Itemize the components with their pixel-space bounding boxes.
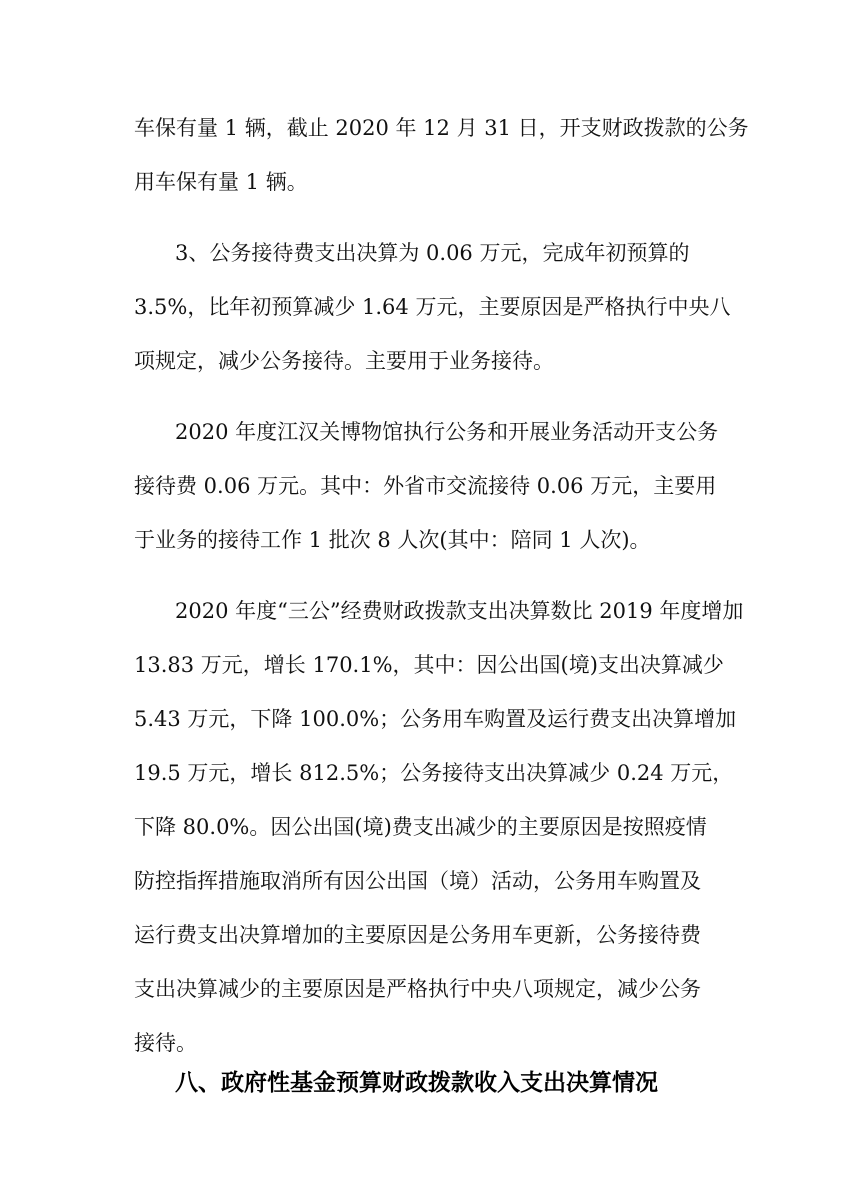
paragraph-4-line-8: 支出决算减少的主要原因是严格执行中央八项规定，减少公务 — [134, 977, 701, 1001]
paragraph-4-line-7: 运行费支出决算增加的主要原因是公务用车更新，公务接待费 — [134, 923, 701, 947]
paragraph-2-line-1: 3、公务接待费支出决算为 0.06 万元，完成年初预算的 — [175, 241, 690, 265]
paragraph-2-line-2: 3.5%，比年初预算减少 1.64 万元，主要原因是严格执行中央八 — [134, 295, 731, 319]
paragraph-1-line-1: 车保有量 1 辆，截止 2020 年 12 月 31 日，开支财政拨款的公务 — [134, 116, 749, 140]
paragraph-2-line-3: 项规定，减少公务接待。主要用于业务接待。 — [134, 349, 554, 373]
paragraph-4-line-1: 2020 年度“三公”经费财政拨款支出决算数比 2019 年度增加 — [175, 599, 744, 623]
paragraph-4-line-5: 下降 80.0%。因公出国(境)费支出减少的主要原因是按照疫情 — [134, 815, 707, 839]
section-heading: 八、政府性基金预算财政拨款收入支出决算情况 — [175, 1070, 658, 1096]
paragraph-3-line-1: 2020 年度江汉关博物馆执行公务和开展业务活动开支公务 — [175, 420, 719, 444]
paragraph-4-line-4: 19.5 万元，增长 812.5%；公务接待支出决算减少 0.24 万元， — [134, 761, 734, 785]
paragraph-4-line-2: 13.83 万元，增长 170.1%，其中：因公出国(境)支出决算减少 — [134, 653, 724, 677]
paragraph-4-line-9: 接待。 — [134, 1031, 197, 1055]
paragraph-3-line-2: 接待费 0.06 万元。其中：外省市交流接待 0.06 万元，主要用 — [134, 474, 717, 498]
paragraph-4-line-6: 防控指挥措施取消所有因公出国（境）活动，公务用车购置及 — [134, 869, 701, 893]
paragraph-4-line-3: 5.43 万元，下降 100.0%；公务用车购置及运行费支出决算增加 — [134, 707, 737, 731]
paragraph-3-line-3: 于业务的接待工作 1 批次 8 人次(其中：陪同 1 人次)。 — [134, 528, 651, 552]
paragraph-1-line-2: 用车保有量 1 辆。 — [134, 170, 308, 194]
